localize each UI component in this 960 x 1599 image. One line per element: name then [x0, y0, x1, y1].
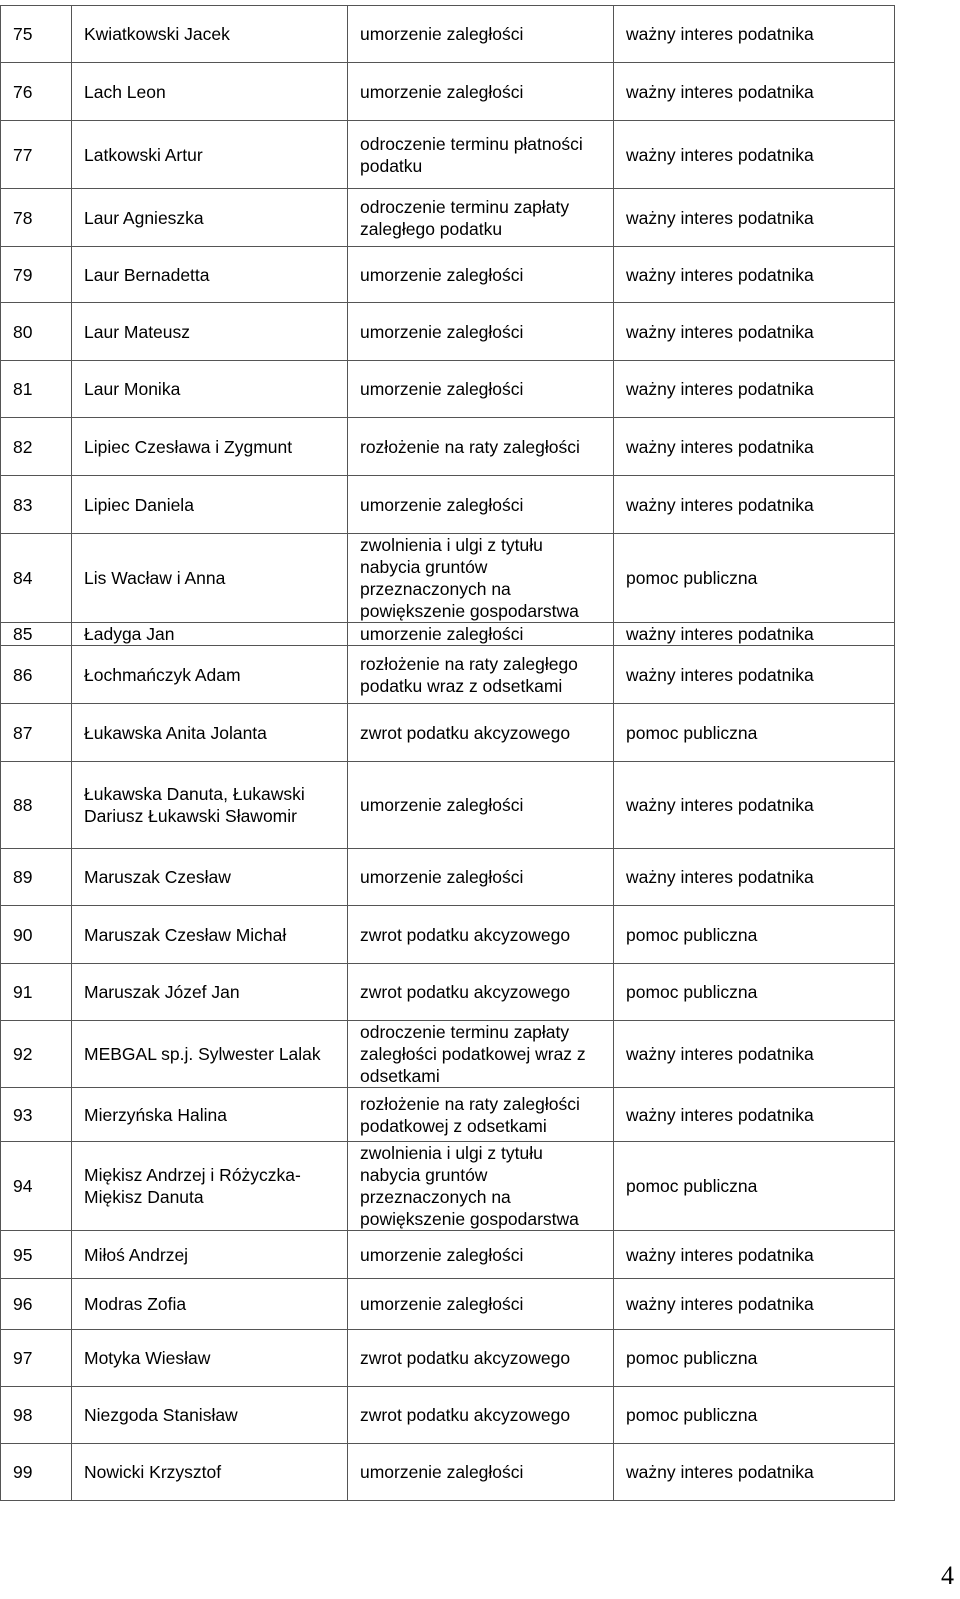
cell-type: umorzenie zaległości: [348, 361, 614, 418]
cell-basis: pomoc publiczna: [614, 534, 895, 623]
table-row: [1, 189, 895, 247]
cell-name: Latkowski Artur: [72, 121, 348, 189]
cell-name: Motyka Wiesław: [72, 1330, 348, 1387]
cell-basis: pomoc publiczna: [614, 964, 895, 1021]
cell-basis: ważny interes podatnika: [614, 646, 895, 704]
cell-basis: ważny interes podatnika: [614, 63, 895, 121]
cell-num: 90: [1, 906, 72, 964]
cell-name: Laur Agnieszka: [72, 189, 348, 247]
cell-basis: ważny interes podatnika: [614, 476, 895, 534]
cell-type: umorzenie zaległości: [348, 247, 614, 303]
table-row: [1, 1330, 895, 1387]
cell-num: 85: [1, 623, 72, 646]
table-row: [1, 63, 895, 121]
cell-num: 92: [1, 1021, 72, 1088]
cell-num: 76: [1, 63, 72, 121]
cell-name: Lach Leon: [72, 63, 348, 121]
cell-basis: ważny interes podatnika: [614, 762, 895, 849]
table-row: [1, 476, 895, 534]
cell-num: 93: [1, 1088, 72, 1142]
cell-name: Laur Bernadetta: [72, 247, 348, 303]
cell-name: Laur Mateusz: [72, 303, 348, 361]
cell-type: zwolnienia i ulgi z tytułu nabycia gruntów przeznaczonych na powiększenie gospodarstwa: [348, 534, 614, 623]
cell-basis: pomoc publiczna: [614, 1387, 895, 1444]
cell-type: umorzenie zaległości: [348, 849, 614, 906]
cell-type: umorzenie zaległości: [348, 476, 614, 534]
page-number: 4: [941, 1561, 954, 1590]
cell-type: zwrot podatku akcyzowego: [348, 1387, 614, 1444]
cell-basis: ważny interes podatnika: [614, 1231, 895, 1279]
table-row: [1, 1279, 895, 1330]
cell-name: Maruszak Józef Jan: [72, 964, 348, 1021]
cell-name: Łukawska Anita Jolanta: [72, 704, 348, 762]
cell-type: umorzenie zaległości: [348, 623, 614, 646]
cell-name: Niezgoda Stanisław: [72, 1387, 348, 1444]
cell-num: 95: [1, 1231, 72, 1279]
cell-num: 98: [1, 1387, 72, 1444]
table-row: [1, 1021, 895, 1088]
cell-num: 91: [1, 964, 72, 1021]
table-row: [1, 646, 895, 704]
cell-num: 94: [1, 1142, 72, 1231]
table-row: [1, 762, 895, 849]
cell-name: MEBGAL sp.j. Sylwester Lalak: [72, 1021, 348, 1088]
cell-basis: pomoc publiczna: [614, 1330, 895, 1387]
cell-type: odroczenie terminu płatności podatku: [348, 121, 614, 189]
cell-num: 99: [1, 1444, 72, 1501]
cell-type: rozłożenie na raty zaległego podatku wraz z odsetkami: [348, 646, 614, 704]
cell-name: Laur Monika: [72, 361, 348, 418]
cell-num: 79: [1, 247, 72, 303]
cell-type: zwrot podatku akcyzowego: [348, 906, 614, 964]
cell-name: Lipiec Daniela: [72, 476, 348, 534]
table-row: [1, 1231, 895, 1279]
cell-type: zwrot podatku akcyzowego: [348, 1330, 614, 1387]
cell-name: Łukawska Danuta, Łukawski Dariusz Łukawski Sławomir: [72, 762, 348, 849]
cell-basis: ważny interes podatnika: [614, 6, 895, 63]
cell-type: rozłożenie na raty zaległości: [348, 418, 614, 476]
cell-name: Łochmańczyk Adam: [72, 646, 348, 704]
cell-num: 84: [1, 534, 72, 623]
cell-name: Maruszak Czesław Michał: [72, 906, 348, 964]
cell-num: 88: [1, 762, 72, 849]
cell-num: 77: [1, 121, 72, 189]
cell-basis: ważny interes podatnika: [614, 121, 895, 189]
cell-num: 78: [1, 189, 72, 247]
cell-basis: ważny interes podatnika: [614, 303, 895, 361]
table-row: [1, 704, 895, 762]
cell-num: 81: [1, 361, 72, 418]
cell-basis: ważny interes podatnika: [614, 247, 895, 303]
cell-num: 89: [1, 849, 72, 906]
cell-basis: ważny interes podatnika: [614, 1279, 895, 1330]
cell-basis: ważny interes podatnika: [614, 849, 895, 906]
cell-name: Miękisz Andrzej i Różyczka-Miękisz Danuta: [72, 1142, 348, 1231]
table-row: [1, 534, 895, 623]
cell-type: zwrot podatku akcyzowego: [348, 964, 614, 1021]
table-row: [1, 247, 895, 303]
cell-num: 86: [1, 646, 72, 704]
cell-name: Ładyga Jan: [72, 623, 348, 646]
cell-name: Kwiatkowski Jacek: [72, 6, 348, 63]
table-row: [1, 623, 895, 646]
cell-type: umorzenie zaległości: [348, 762, 614, 849]
cell-name: Lipiec Czesława i Zygmunt: [72, 418, 348, 476]
cell-name: Maruszak Czesław: [72, 849, 348, 906]
cell-basis: ważny interes podatnika: [614, 361, 895, 418]
cell-type: odroczenie terminu zapłaty zaległego podatku: [348, 189, 614, 247]
cell-type: zwrot podatku akcyzowego: [348, 704, 614, 762]
table-row: [1, 849, 895, 906]
table-row: [1, 906, 895, 964]
cell-type: odroczenie terminu zapłaty zaległości podatkowej wraz z odsetkami: [348, 1021, 614, 1088]
cell-name: Mierzyńska Halina: [72, 1088, 348, 1142]
cell-num: 80: [1, 303, 72, 361]
cell-name: Modras Zofia: [72, 1279, 348, 1330]
cell-type: umorzenie zaległości: [348, 303, 614, 361]
cell-type: umorzenie zaległości: [348, 6, 614, 63]
decisions-table: [0, 5, 895, 1501]
cell-num: 82: [1, 418, 72, 476]
cell-basis: ważny interes podatnika: [614, 1444, 895, 1501]
table-row: [1, 418, 895, 476]
table-row: [1, 964, 895, 1021]
cell-name: Lis Wacław i Anna: [72, 534, 348, 623]
cell-basis: ważny interes podatnika: [614, 623, 895, 646]
table-row: [1, 361, 895, 418]
cell-basis: pomoc publiczna: [614, 906, 895, 964]
cell-num: 97: [1, 1330, 72, 1387]
table-row: [1, 6, 895, 63]
cell-name: Miłoś Andrzej: [72, 1231, 348, 1279]
cell-num: 75: [1, 6, 72, 63]
cell-basis: ważny interes podatnika: [614, 1021, 895, 1088]
decisions-table-body: [1, 6, 895, 1501]
cell-type: umorzenie zaległości: [348, 1279, 614, 1330]
cell-num: 87: [1, 704, 72, 762]
cell-basis: pomoc publiczna: [614, 704, 895, 762]
cell-basis: ważny interes podatnika: [614, 189, 895, 247]
cell-num: 83: [1, 476, 72, 534]
cell-type: umorzenie zaległości: [348, 1231, 614, 1279]
table-row: [1, 1444, 895, 1501]
cell-num: 96: [1, 1279, 72, 1330]
table-row: [1, 303, 895, 361]
cell-basis: ważny interes podatnika: [614, 418, 895, 476]
table-row: [1, 1387, 895, 1444]
cell-type: umorzenie zaległości: [348, 1444, 614, 1501]
table-row: [1, 1142, 895, 1231]
table-row: [1, 1088, 895, 1142]
cell-basis: pomoc publiczna: [614, 1142, 895, 1231]
cell-type: umorzenie zaległości: [348, 63, 614, 121]
cell-type: zwolnienia i ulgi z tytułu nabycia gruntów przeznaczonych na powiększenie gospodarstwa: [348, 1142, 614, 1231]
cell-name: Nowicki Krzysztof: [72, 1444, 348, 1501]
cell-type: rozłożenie na raty zaległości podatkowej z odsetkami: [348, 1088, 614, 1142]
cell-basis: ważny interes podatnika: [614, 1088, 895, 1142]
table-row: [1, 121, 895, 189]
